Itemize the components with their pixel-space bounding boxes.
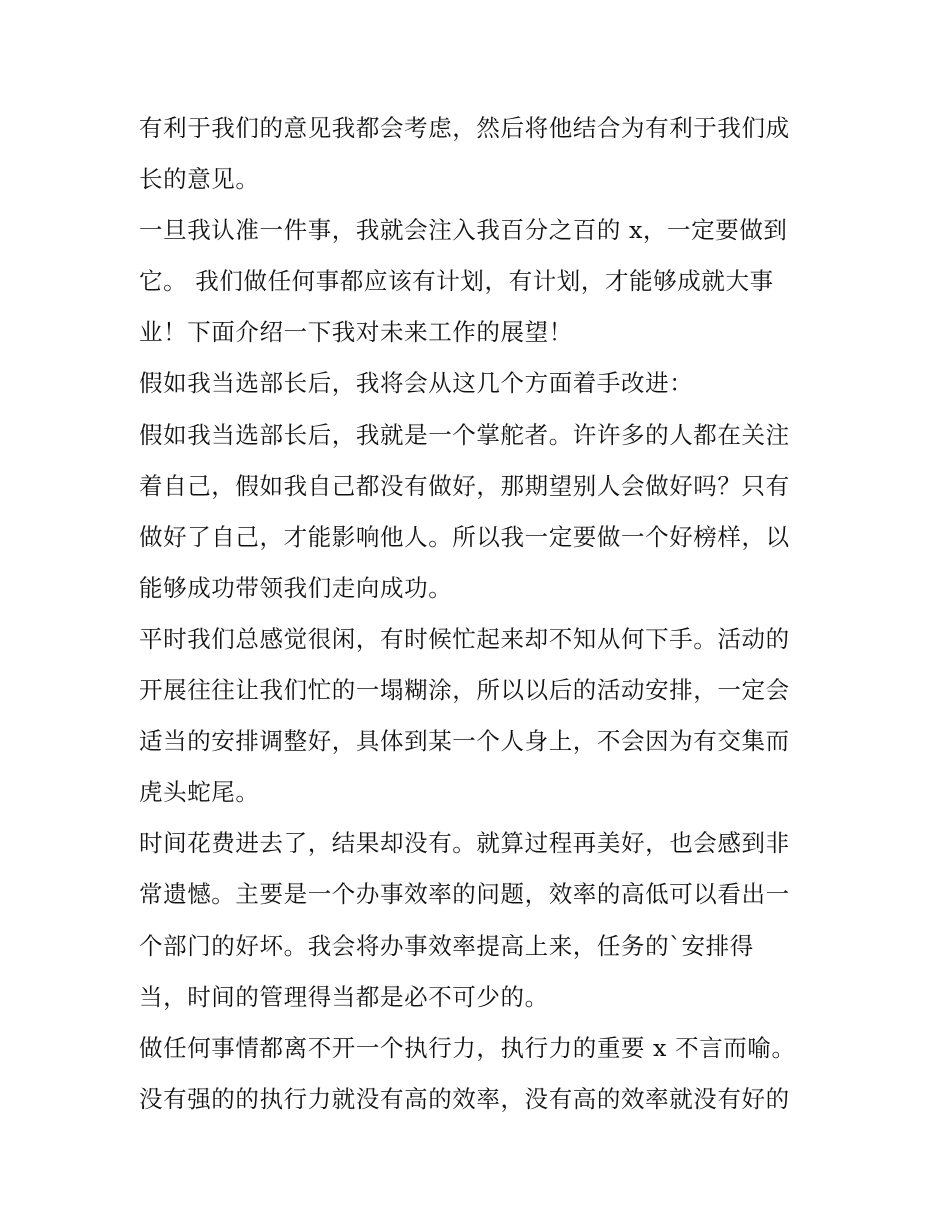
text-line: 没有强的的执行力就没有高的效率，没有高的效率就没有好的: [139, 1084, 790, 1113]
text-line: 有利于我们的意见我都会考虑，然后将他结合为有利于我们成: [139, 114, 790, 142]
text-line: 业！下面介绍一下我对未来工作的展望！: [139, 318, 573, 347]
text-line: 常遗憾。主要是一个办事效率的问题，效率的高低可以看出一: [139, 880, 790, 909]
text-line: 个部门的好坏。我会将办事效率提高上来，任务的`安排得: [139, 931, 754, 960]
text-line: 假如我当选部长后，我就是一个掌舵者。许许多的人都在关注: [139, 420, 790, 449]
text-line: 假如我当选部长后，我将会从这几个方面着手改进：: [139, 369, 694, 398]
text-line: 平时我们总感觉很闲，有时候忙起来却不知从何下手。活动的: [139, 624, 790, 653]
text-line: 时间花费进去了，结果却没有。就算过程再美好，也会感到非: [139, 829, 790, 858]
text-line: 做好了自己，才能影响他人。所以我一定要做一个好榜样，以: [139, 522, 790, 551]
text-line: 它。 我们做任何事都应该有计划，有计划，才能够成就大事: [139, 267, 774, 296]
text-line: 长的意见。: [139, 165, 260, 194]
text-line: 着自己，假如我自己都没有做好，那期望别人会做好吗？只有: [139, 471, 790, 500]
text-line: 开展往往让我们忙的一塌糊涂，所以以后的活动安排，一定会: [139, 676, 790, 705]
text-line: 虎头蛇尾。: [139, 778, 260, 807]
text-line: 适当的安排调整好，具体到某一个人身上，不会因为有交集而: [139, 727, 790, 756]
text-line: 一旦我认准一件事，我就会注入我百分之百的 x，一定要做到: [139, 216, 788, 245]
text-line: 做任何事情都离不开一个执行力，执行力的重要 x 不言而喻。: [139, 1033, 796, 1062]
text-line: 当，时间的管理得当都是必不可少的。: [139, 982, 549, 1011]
document-body: [139, 103, 819, 1125]
text-line: 能够成功带领我们走向成功。: [139, 573, 453, 602]
